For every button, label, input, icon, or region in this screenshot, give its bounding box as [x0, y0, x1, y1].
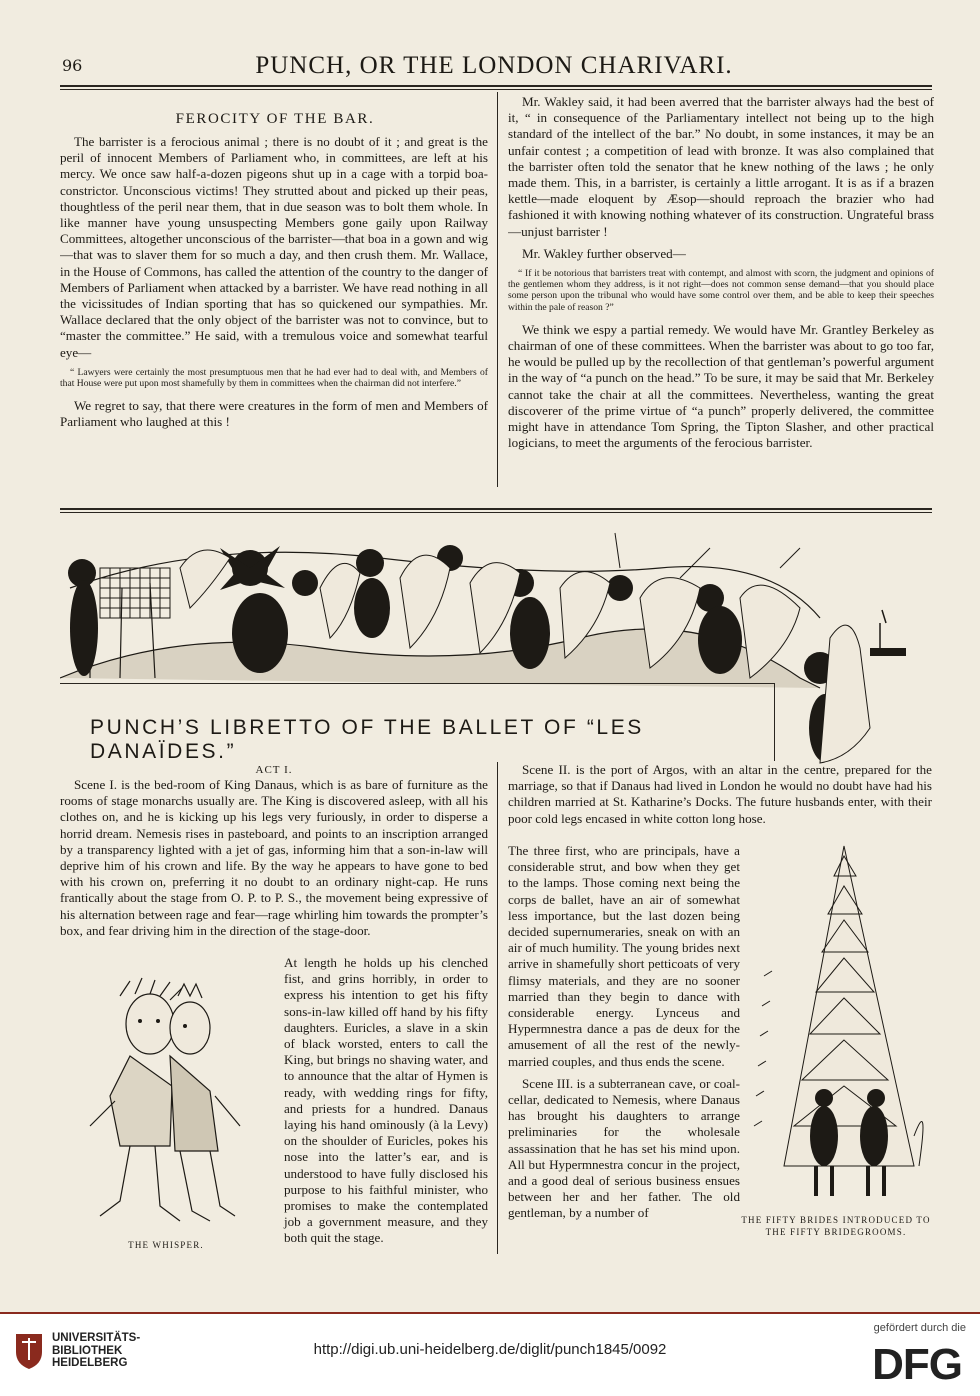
ballet-libretto-title: PUNCH’S LIBRETTO OF THE BALLET OF “LES DANAÏDES.” [90, 716, 644, 763]
dfg-logo: DFG [872, 1340, 962, 1389]
ferocity-left-column [60, 134, 488, 494]
fifty-brides-caption: THE FIFTY BRIDES INTRODUCED TO THE FIFTY BRIDEGROOMS. [741, 1215, 931, 1237]
act-heading: ACT I. [255, 764, 293, 776]
the-whisper-illustration [60, 976, 272, 1240]
funding-note: gefördert durch die [873, 1322, 966, 1334]
paragraph: At length he holds up his clenched fist, and grins horribly, in order to express his intention to get his fifty sons-in-law killed off hand by his fifty daughters. Euricles, a slave in a skin of black worsted, enters to call the King, but brings no shaving water, and to announce that the altar of Hymen is ready, with wedding rings for fifty, and priests for a hundred. Danaus laying his hand ominously (à la Levy) on the shoulder of Euricles, pokes his nose into the latter’s ear, and is understood to have fully disclosed his purpose to his faithful minister, who promises to make the contemplated job a government measure, and they both quit the stage. [284, 955, 488, 1246]
quotation: “ If it be notorious that barristers treat with contempt, and almost with scorn, the judgment and opinions of the gentlemen whom they address, is it not right—does not common sense demand—that you should place some person upon the tribunal who would have some control over them, and be able to keep their speeches within the pale of reason ?” [508, 268, 934, 313]
libretto-right-column-top [508, 762, 932, 833]
section-rule [60, 508, 932, 510]
quotation: “ Lawyers were certainly the most presumptuous men that he had ever had to deal with, and Members of that House were put upon most shamefully by them in committees when the chairman did not interfere.” [60, 366, 488, 390]
libretto-left-column-narrow [284, 955, 488, 1253]
illustration-frame-vertical [774, 683, 775, 761]
source-url-link[interactable]: http://digi.ub.uni-heidelberg.de/diglit/punch1845/0092 [313, 1341, 667, 1358]
paragraph: We think we espy a partial remedy. We would have Mr. Grantley Berkeley as chairman of one of these committees. When the barrister was about to go too far, he would be pulled up by the recollection of that gentleman’s powerful argument in the way of “a punch on the head.” To be sure, it may be said that Mr. Berkeley cannot take the chair at all the committees. Nevertheless, wanting the great discoverer of the prime virtue of “a punch” properly delivered, the committee might have in attendance Tom Spring, the Tipton Slasher, and other practical logicians, to meet the arguments of the ferocious barrister. [508, 321, 934, 451]
header-rule-thin [60, 89, 932, 90]
header-rule [60, 85, 932, 87]
paragraph: Scene II. is the port of Argos, with an altar in the centre, prepared for the marriage, so that if Danaus had lived in London he would no doubt have had his children married at St. Katharine’s Docks. The future husbands enter, with their poor cold legs encased in white cotton long hose. [508, 762, 932, 826]
fifty-brides-illustration [744, 836, 934, 1208]
article-title: FEROCITY OF THE BAR. [175, 111, 375, 127]
section-rule-thin [60, 512, 932, 513]
page-header [56, 50, 932, 84]
ferocity-right-column [508, 94, 934, 494]
column-divider [497, 92, 498, 487]
paragraph: Scene I. is the bed-room of King Danaus, which is as bare of furniture as the rooms of stage monarchs usually are. The King is discovered asleep, with all his clothes on, and he is kicking up his legs very furiously, in order to disperse a horrid dream. Nemesis rises in pasteboard, and points to an inscription arranged by a transparency lighted with a jet of gas, informing him that a son-in-law will deprive him of his crown and life. By the way he appears to have gone to bed with his crown on, preferring it no doubt to an ordinary night-cap. He runs frantically about the stage from O. P. to P. S., the movement being expressive of his alternation between rage and fear—rage whirling him towards the prompter’s box, and fear driving him in the direction of the stage-door. [60, 777, 488, 938]
libretto-right-column-narrow [508, 843, 740, 1228]
digitization-footer [0, 1312, 980, 1396]
column-divider [497, 762, 498, 1254]
paragraph: The barrister is a ferocious animal ; there is no doubt of it ; and great is the peril of innocent Members of Parliament who, in committees, are left at his mercy. We once saw half-a-dozen pigeons shut up in a cage with a torpid boa-constrictor. Unconscious victims! They strutted about and picked up their peas, thoughtless of the peril near them, that in due season was to bolt them whole. In like manner have young unsuspecting Members gone gaily upon Railway Committees, altogether unconscious of the barrister—that boa in a gown and wig—that was to slaver them for so much a day, and then crush them. Mr. Wallace, in the House of Commons, has called the attention of the country to the danger of Members of Parliament when attacked by a barrister. We have read nothing in all the vicissitudes of Indian sporting that has so quickened our sympathies. Mr. Wallace declared that the only object of the barrister was not to convince, but to “master the committee.” He said, with a tremulous voice and somewhat tearful eye— [60, 134, 488, 360]
paragraph: Mr. Wakley said, it had been averred that the barrister always had the best of it, “ in consequence of the Parliamentary intellect not being up to the high standard of the intellect of the bar.” No doubt, in some instances, it may be an unfair contest ; a competition of lead with bronze. It was also complained that the barrister often told the senator that he knew nothing of the laws ; he only made them. This, in a barrister, is certainly a little arrogant. It is as if a brazen kettle—made eloquent by Æsop—should reproach the brazier who had fashioned it with knowing nothing whatever of its construction. Ungrateful brass—unjust barrister ! [508, 94, 934, 239]
page-number: 96 [62, 56, 83, 75]
illustration-frame [60, 683, 774, 684]
libretto-left-column-top [60, 777, 488, 945]
institution-name: UNIVERSITÄTS- BIBLIOTHEK HEIDELBERG [52, 1332, 141, 1369]
whisper-caption: THE WHISPER. [128, 1240, 204, 1250]
paragraph: Scene III. is a subterranean cave, or coal-cellar, dedicated to Nemesis, where Danaus has brought his daughters to arrange preliminaries for the wholesale assassination that he has set his mind upon. All but Hypermnestra concur in the project, and a good deal of serious business ensues between her and her father. The old gentleman, by a number of [508, 1075, 740, 1221]
masthead-title: PUNCH, OR THE LONDON CHARIVARI. [255, 52, 733, 79]
paragraph: The three first, who are principals, have a considerable strut, and bow when they get to the lamps. Those coming next being the corps de ballet, have an air of somewhat less importance, but the last dozen being decided supernumeraries, sneak on with an air of much humility. The young brides next arrive in shamefully short petticoats of very flimsy materials, and they are no sooner married than they begin to dance with considerable energy. Lynceus and Hypermnestra dance a pas de deux for the amusement of all the rest of the newly-married couples, and thus ends the scene. [508, 843, 740, 1069]
paragraph: We regret to say, that there were creatures in the form of men and Members of Parliament who laughed at this ! [60, 398, 488, 430]
paragraph: Mr. Wakley further observed— [522, 245, 686, 261]
